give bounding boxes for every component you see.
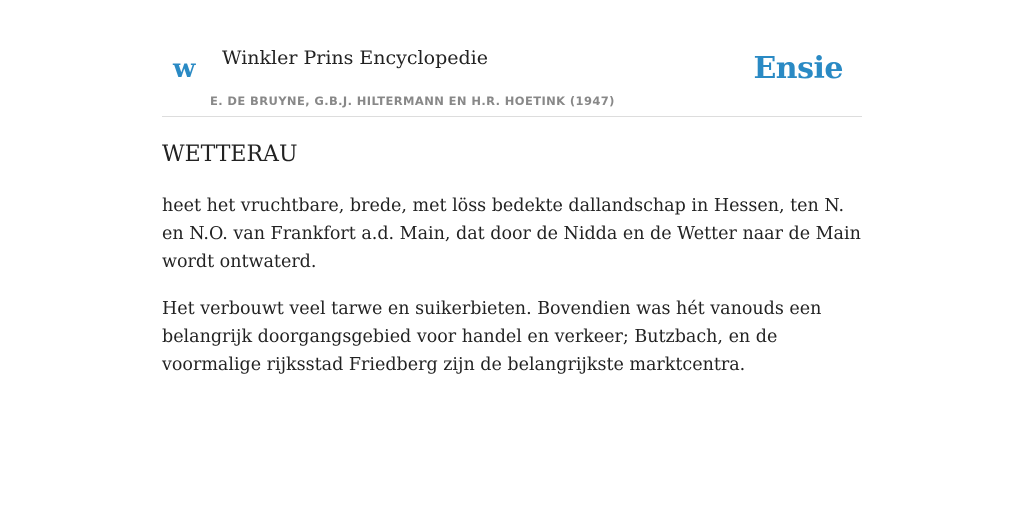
- entry-body: [162, 192, 862, 398]
- header: [162, 0, 862, 117]
- source-authors: E. DE BRUYNE, G.B.J. HILTERMANN EN H.R. HOETINK (1947): [210, 94, 615, 108]
- entry-paragraph: heet het vruchtbare, brede, met löss bedekte dallandschap in Hessen, ten N. en N.O. van Frankfort a.d. Main, dat door de Nidda en de Wetter naar de Main wordt ontwaterd.: [162, 196, 861, 272]
- entry-title: WETTERAU: [162, 142, 298, 167]
- source-title: Winkler Prins Encyclopedie: [222, 47, 488, 69]
- source-logo-link[interactable]: w: [173, 54, 196, 84]
- page: [162, 0, 862, 375]
- brand-logo-link[interactable]: Ensie: [753, 51, 843, 86]
- entry-paragraph: Het verbouwt veel tarwe en suikerbieten. Bovendien was hét vanouds een belangrijk doorgangsgebied voor handel en verkeer; Butzbach, en de voormalige rijksstad Friedberg zijn de belangrijkste marktcentra.: [162, 299, 822, 375]
